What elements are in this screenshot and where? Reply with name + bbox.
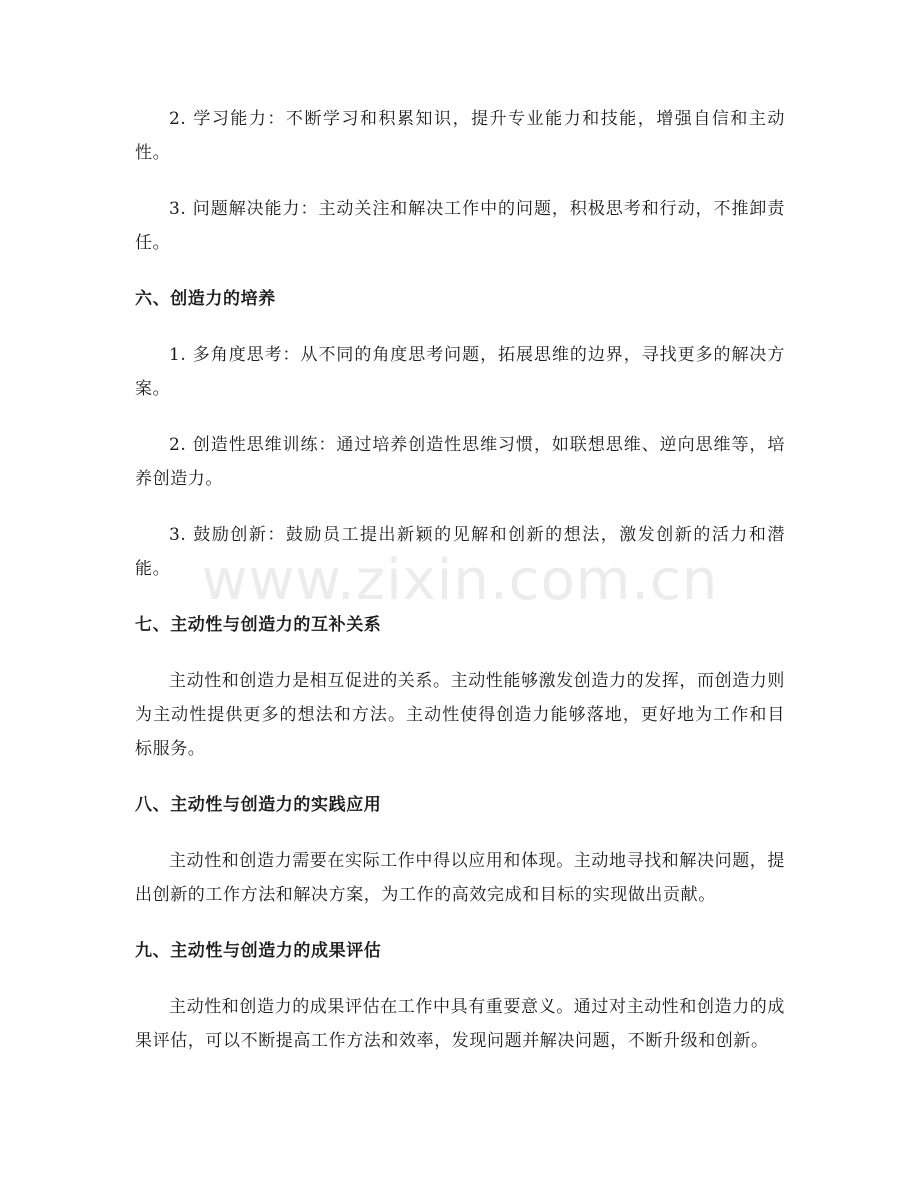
paragraph-learning-ability: 2. 学习能力：不断学习和积累知识，提升专业能力和技能，增强自信和主动性。 (135, 109, 785, 163)
paragraph-results-evaluation: 主动性和创造力的成果评估在工作中具有重要意义。通过对主动性和创造力的成果评估，可以不断提高工作方法和效率，发现问题并解决问题，不断升级和创新。 (135, 997, 785, 1051)
watermark: www.zixin.com.cn (201, 548, 719, 613)
paragraph-problem-solving: 3. 问题解决能力：主动关注和解决工作中的问题，积极思考和行动，不推卸责任。 (135, 199, 785, 253)
heading-section-9: 九、主动性与创造力的成果评估 (135, 941, 382, 961)
paragraph-multi-angle-thinking: 1. 多角度思考：从不同的角度思考问题，拓展思维的边界，寻找更多的解决方案。 (135, 345, 785, 399)
heading-section-8: 八、主动性与创造力的实践应用 (135, 795, 382, 815)
paragraph-creative-thinking-training: 2. 创造性思维训练：通过培养创造性思维习惯，如联想思维、逆向思维等，培养创造力。 (135, 435, 785, 489)
heading-section-6: 六、创造力的培养 (135, 289, 276, 309)
paragraph-encourage-innovation: 3. 鼓励创新：鼓励员工提出新颖的见解和创新的想法，激发创新的活力和潜能。 (135, 525, 785, 579)
paragraph-practical-application: 主动性和创造力需要在实际工作中得以应用和体现。主动地寻找和解决问题，提出创新的工作方法和解决方案，为工作的高效完成和目标的实现做出贡献。 (135, 851, 785, 905)
heading-section-7: 七、主动性与创造力的互补关系 (135, 615, 382, 635)
paragraph-complementary-relationship: 主动性和创造力是相互促进的关系。主动性能够激发创造力的发挥，而创造力则为主动性提供更多的想法和方法。主动性使得创造力能够落地，更好地为工作和目标服务。 (135, 671, 785, 759)
document-page (135, 102, 785, 1080)
